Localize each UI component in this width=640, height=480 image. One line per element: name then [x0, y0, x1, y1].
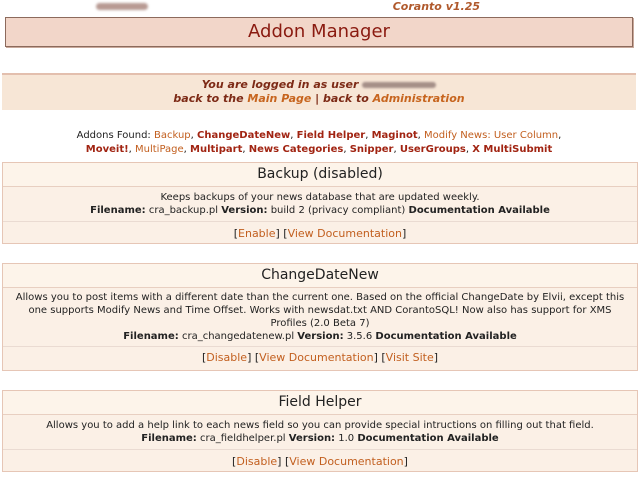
version-label: Version:	[297, 331, 344, 342]
disable-link[interactable]: Disable	[206, 351, 248, 364]
addon-panel-changedatenew	[2, 263, 638, 371]
filename-value: cra_fieldhelper.pl	[200, 433, 286, 444]
panel-body	[3, 288, 637, 343]
addon-link-x-multisubmit[interactable]: X MultiSubmit	[472, 144, 553, 155]
filename-value: cra_changedatenew.pl	[181, 331, 295, 342]
view-documentation-link[interactable]: View Documentation	[287, 227, 402, 240]
panel-description: Allows you to add a help link to each news field so you can provide special intructions on filling out that field.	[46, 420, 594, 431]
doc-available: Documentation Available	[357, 433, 499, 444]
version-value: 3.5.6	[346, 331, 373, 342]
panel-title: Backup (disabled)	[3, 163, 637, 187]
panel-divider	[3, 449, 637, 450]
panel-links: [Disable] [View Documentation]	[232, 455, 408, 468]
addon-link-backup[interactable]: Backup	[153, 130, 191, 141]
filename-value: cra_backup.pl	[148, 205, 219, 216]
separator-text: | back to	[315, 92, 369, 105]
view-documentation-link[interactable]: View Documentation	[259, 351, 374, 364]
disable-link[interactable]: Disable	[236, 455, 278, 468]
visit-site-link[interactable]: Visit Site	[385, 351, 434, 364]
panel-divider	[3, 221, 637, 222]
panel-title: ChangeDateNew	[3, 264, 637, 288]
version-label: Version:	[288, 433, 336, 444]
panel-description: Allows you to post items with a different date than the current one. Based on the official ChangeDate by Elvii, except this one supports Modify News and Time Offset. Works with newsdat.txt AND CorantoSQL! Now also has support for XMS Profiles (2.0 Beta 7)	[15, 292, 625, 329]
addons-found-label: Addons Found:	[76, 130, 151, 141]
filename-label: Filename:	[141, 433, 197, 444]
enable-link[interactable]: Enable	[238, 227, 276, 240]
addons-found-list: Addons Found: Backup, ChangeDateNew, Field Helper, Maginot, Modify News: User Column, Moveit!, MultiPage, Multipart, News Categories, Snipper, UserGroups, X MultiSubmit	[76, 130, 562, 155]
main-page-link[interactable]: Main Page	[247, 92, 312, 105]
login-status-box	[2, 73, 636, 110]
addon-link-news-categories[interactable]: News Categories	[248, 144, 344, 155]
filename-label: Filename:	[90, 205, 146, 216]
panel-body	[3, 415, 637, 445]
page-title: Addon Manager	[5, 17, 633, 47]
redacted-user	[362, 82, 436, 88]
panel-meta	[9, 330, 631, 343]
view-documentation-link[interactable]: View Documentation	[289, 455, 404, 468]
administration-link[interactable]: Administration	[372, 92, 465, 105]
addon-link-moveit[interactable]: Moveit!	[85, 144, 129, 155]
addon-link-changedatenew[interactable]: ChangeDateNew	[197, 130, 291, 141]
panel-links: [Enable] [View Documentation]	[233, 227, 407, 240]
version-label: Version:	[221, 205, 268, 216]
addon-link-usergroups[interactable]: UserGroups	[399, 144, 466, 155]
addon-link-field-helper[interactable]: Field Helper	[296, 130, 366, 141]
version-value: build 2 (privacy compliant)	[270, 205, 406, 216]
panel-body	[3, 187, 637, 217]
addon-panel-backup	[2, 162, 638, 244]
back-to-text: back to the	[173, 92, 244, 105]
addon-link-multipage[interactable]: MultiPage	[135, 144, 184, 155]
version-value: 1.0	[338, 433, 355, 444]
panel-description: Keeps backups of your news database that are updated weekly.	[160, 192, 480, 203]
filename-label: Filename:	[123, 331, 179, 342]
addon-link-maginot[interactable]: Maginot	[371, 130, 418, 141]
logged-in-text: You are logged in as user	[201, 78, 359, 91]
doc-available: Documentation Available	[375, 331, 517, 342]
redacted-username	[96, 3, 148, 10]
addon-link-modify-news[interactable]: Modify News: User Column	[423, 130, 559, 141]
panel-title: Field Helper	[3, 391, 637, 415]
addon-panel-field-helper	[2, 390, 638, 472]
panel-meta	[11, 432, 629, 445]
panel-divider	[3, 346, 637, 347]
top-bar	[0, 0, 640, 14]
app-version: Coranto v1.25	[392, 0, 480, 13]
doc-available: Documentation Available	[408, 205, 550, 216]
panel-meta	[11, 204, 629, 217]
panel-links: [Disable] [View Documentation] [Visit Site]	[201, 351, 439, 364]
addon-link-snipper[interactable]: Snipper	[349, 144, 394, 155]
addon-link-multipart[interactable]: Multipart	[190, 144, 243, 155]
